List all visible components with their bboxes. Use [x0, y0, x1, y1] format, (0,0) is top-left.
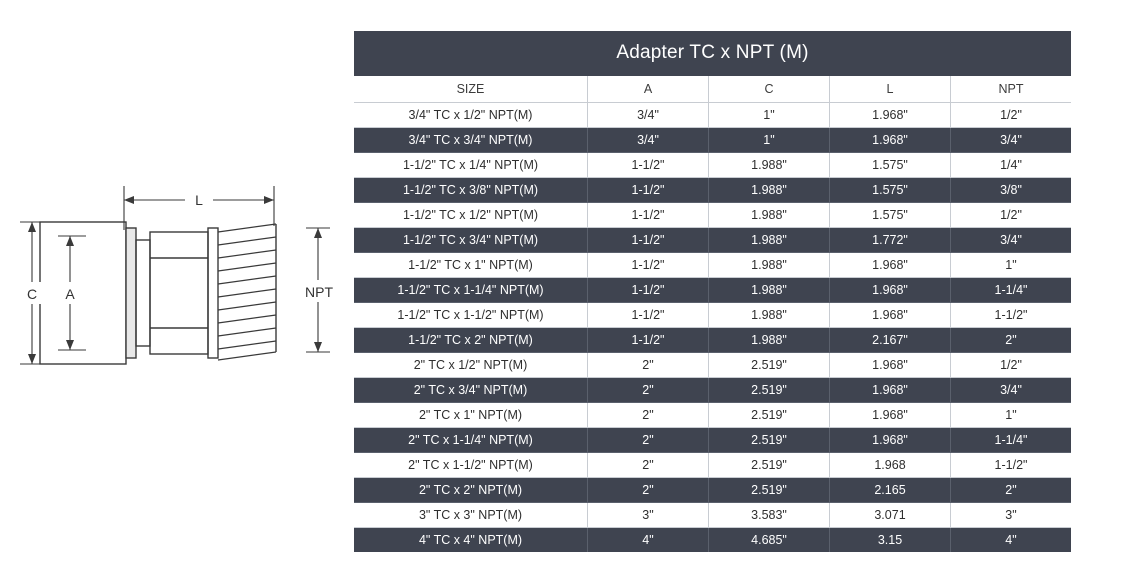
table-cell-npt: 2"	[951, 478, 1072, 503]
table-row	[354, 428, 1071, 453]
drawing-panel	[0, 0, 350, 570]
table-cell-c: 1.988"	[709, 328, 830, 353]
table-cell-size: 1-1/2" TC x 1/4" NPT(M)	[354, 153, 588, 178]
table-header-row	[354, 76, 1071, 103]
table-row	[354, 378, 1071, 403]
table-cell-a: 2"	[588, 403, 709, 428]
table-row	[354, 228, 1071, 253]
hex-body	[150, 232, 208, 354]
table-row	[354, 353, 1071, 378]
table-row	[354, 528, 1071, 553]
adapter-cross-section-drawing	[0, 0, 350, 570]
table-cell-a: 4"	[588, 528, 709, 553]
table-cell-npt: 3/4"	[951, 378, 1072, 403]
table-cell-l: 1.968"	[830, 253, 951, 278]
table-cell-size: 4" TC x 4" NPT(M)	[354, 528, 588, 553]
table-cell-l: 3.15	[830, 528, 951, 553]
table-row	[354, 328, 1071, 353]
neck	[136, 240, 150, 346]
table-cell-c: 1.988"	[709, 203, 830, 228]
table-cell-a: 3/4"	[588, 128, 709, 153]
table-cell-a: 2"	[588, 428, 709, 453]
table-cell-npt: 1"	[951, 253, 1072, 278]
table-cell-size: 3" TC x 3" NPT(M)	[354, 503, 588, 528]
table-row	[354, 453, 1071, 478]
table-cell-size: 3/4" TC x 1/2" NPT(M)	[354, 103, 588, 128]
table-cell-size: 1-1/2" TC x 1/2" NPT(M)	[354, 203, 588, 228]
flange	[126, 228, 136, 358]
table-cell-size: 2" TC x 1-1/4" NPT(M)	[354, 428, 588, 453]
table-row	[354, 503, 1071, 528]
table-cell-a: 2"	[588, 453, 709, 478]
table-cell-a: 1-1/2"	[588, 178, 709, 203]
table-row	[354, 478, 1071, 503]
table-cell-npt: 1"	[951, 403, 1072, 428]
spec-table	[354, 31, 1071, 552]
table-cell-size: 2" TC x 1-1/2" NPT(M)	[354, 453, 588, 478]
table-cell-c: 2.519"	[709, 378, 830, 403]
table-cell-npt: 1/2"	[951, 103, 1072, 128]
table-cell-l: 1.968"	[830, 103, 951, 128]
table-cell-a: 1-1/2"	[588, 328, 709, 353]
table-cell-c: 1.988"	[709, 178, 830, 203]
table-cell-a: 2"	[588, 378, 709, 403]
table-cell-size: 2" TC x 1/2" NPT(M)	[354, 353, 588, 378]
table-cell-a: 1-1/2"	[588, 303, 709, 328]
table-cell-c: 4.685"	[709, 528, 830, 553]
table-cell-a: 1-1/2"	[588, 228, 709, 253]
table-cell-a: 2"	[588, 353, 709, 378]
column-header-npt: NPT	[951, 76, 1072, 103]
table-title: Adapter TC x NPT (M)	[354, 31, 1071, 76]
dimension-c-label: C	[26, 286, 38, 302]
table-cell-c: 1.988"	[709, 303, 830, 328]
table-cell-npt: 1/4"	[951, 153, 1072, 178]
table-cell-c: 1.988"	[709, 278, 830, 303]
table-cell-npt: 3"	[951, 503, 1072, 528]
table-cell-npt: 2"	[951, 328, 1072, 353]
table-row	[354, 253, 1071, 278]
table-cell-c: 2.519"	[709, 478, 830, 503]
table-cell-size: 3/4" TC x 3/4" NPT(M)	[354, 128, 588, 153]
table-cell-a: 3"	[588, 503, 709, 528]
table-cell-l: 3.071	[830, 503, 951, 528]
table-cell-l: 1.575"	[830, 153, 951, 178]
table-cell-c: 1.988"	[709, 253, 830, 278]
table-cell-size: 1-1/2" TC x 1-1/4" NPT(M)	[354, 278, 588, 303]
table-cell-size: 1-1/2" TC x 3/8" NPT(M)	[354, 178, 588, 203]
table-cell-a: 1-1/2"	[588, 278, 709, 303]
table-row	[354, 103, 1071, 128]
table-cell-l: 1.575"	[830, 203, 951, 228]
dimension-l-label: L	[195, 192, 203, 208]
table-cell-a: 3/4"	[588, 103, 709, 128]
table-row	[354, 403, 1071, 428]
table-cell-size: 2" TC x 1" NPT(M)	[354, 403, 588, 428]
table-cell-size: 1-1/2" TC x 3/4" NPT(M)	[354, 228, 588, 253]
tube-body	[40, 222, 126, 364]
table-cell-size: 2" TC x 2" NPT(M)	[354, 478, 588, 503]
table-cell-a: 1-1/2"	[588, 253, 709, 278]
table-cell-l: 1.968"	[830, 278, 951, 303]
table-cell-npt: 1-1/4"	[951, 428, 1072, 453]
table-cell-c: 2.519"	[709, 453, 830, 478]
table-cell-c: 1.988"	[709, 228, 830, 253]
table-cell-npt: 3/8"	[951, 178, 1072, 203]
table-cell-l: 1.968"	[830, 303, 951, 328]
table-cell-c: 1.988"	[709, 153, 830, 178]
table-cell-l: 1.968"	[830, 378, 951, 403]
table-cell-size: 2" TC x 3/4" NPT(M)	[354, 378, 588, 403]
table-row	[354, 128, 1071, 153]
table-cell-l: 1.968"	[830, 403, 951, 428]
table-cell-l: 1.968	[830, 453, 951, 478]
table-row	[354, 203, 1071, 228]
table-cell-npt: 4"	[951, 528, 1072, 553]
table-cell-c: 3.583"	[709, 503, 830, 528]
table-row	[354, 153, 1071, 178]
table-cell-l: 1.968"	[830, 353, 951, 378]
table-cell-l: 1.968"	[830, 128, 951, 153]
table-row	[354, 278, 1071, 303]
table-cell-c: 2.519"	[709, 353, 830, 378]
column-header-a: A	[588, 76, 709, 103]
table-cell-npt: 1-1/2"	[951, 303, 1072, 328]
table-cell-npt: 1-1/4"	[951, 278, 1072, 303]
spec-table-panel	[354, 31, 1067, 552]
table-cell-npt: 1-1/2"	[951, 453, 1072, 478]
column-header-size: SIZE	[354, 76, 588, 103]
table-cell-size: 1-1/2" TC x 1" NPT(M)	[354, 253, 588, 278]
column-header-c: C	[709, 76, 830, 103]
table-body	[354, 103, 1071, 553]
table-cell-npt: 3/4"	[951, 228, 1072, 253]
table-cell-l: 1.772"	[830, 228, 951, 253]
table-cell-l: 1.968"	[830, 428, 951, 453]
table-cell-npt: 1/2"	[951, 353, 1072, 378]
table-row	[354, 303, 1071, 328]
table-cell-npt: 3/4"	[951, 128, 1072, 153]
column-header-l: L	[830, 76, 951, 103]
table-cell-c: 2.519"	[709, 428, 830, 453]
table-cell-size: 1-1/2" TC x 2" NPT(M)	[354, 328, 588, 353]
table-cell-size: 1-1/2" TC x 1-1/2" NPT(M)	[354, 303, 588, 328]
dimension-a-label: A	[65, 286, 75, 302]
table-cell-a: 1-1/2"	[588, 203, 709, 228]
table-cell-l: 1.575"	[830, 178, 951, 203]
table-cell-l: 2.167"	[830, 328, 951, 353]
table-cell-l: 2.165	[830, 478, 951, 503]
table-cell-a: 2"	[588, 478, 709, 503]
table-row	[354, 178, 1071, 203]
dimension-npt-label: NPT	[305, 284, 333, 300]
table-cell-c: 2.519"	[709, 403, 830, 428]
thread-profile	[218, 224, 276, 360]
table-cell-c: 1"	[709, 103, 830, 128]
thread-root	[208, 228, 218, 358]
table-cell-c: 1"	[709, 128, 830, 153]
table-cell-npt: 1/2"	[951, 203, 1072, 228]
table-cell-a: 1-1/2"	[588, 153, 709, 178]
